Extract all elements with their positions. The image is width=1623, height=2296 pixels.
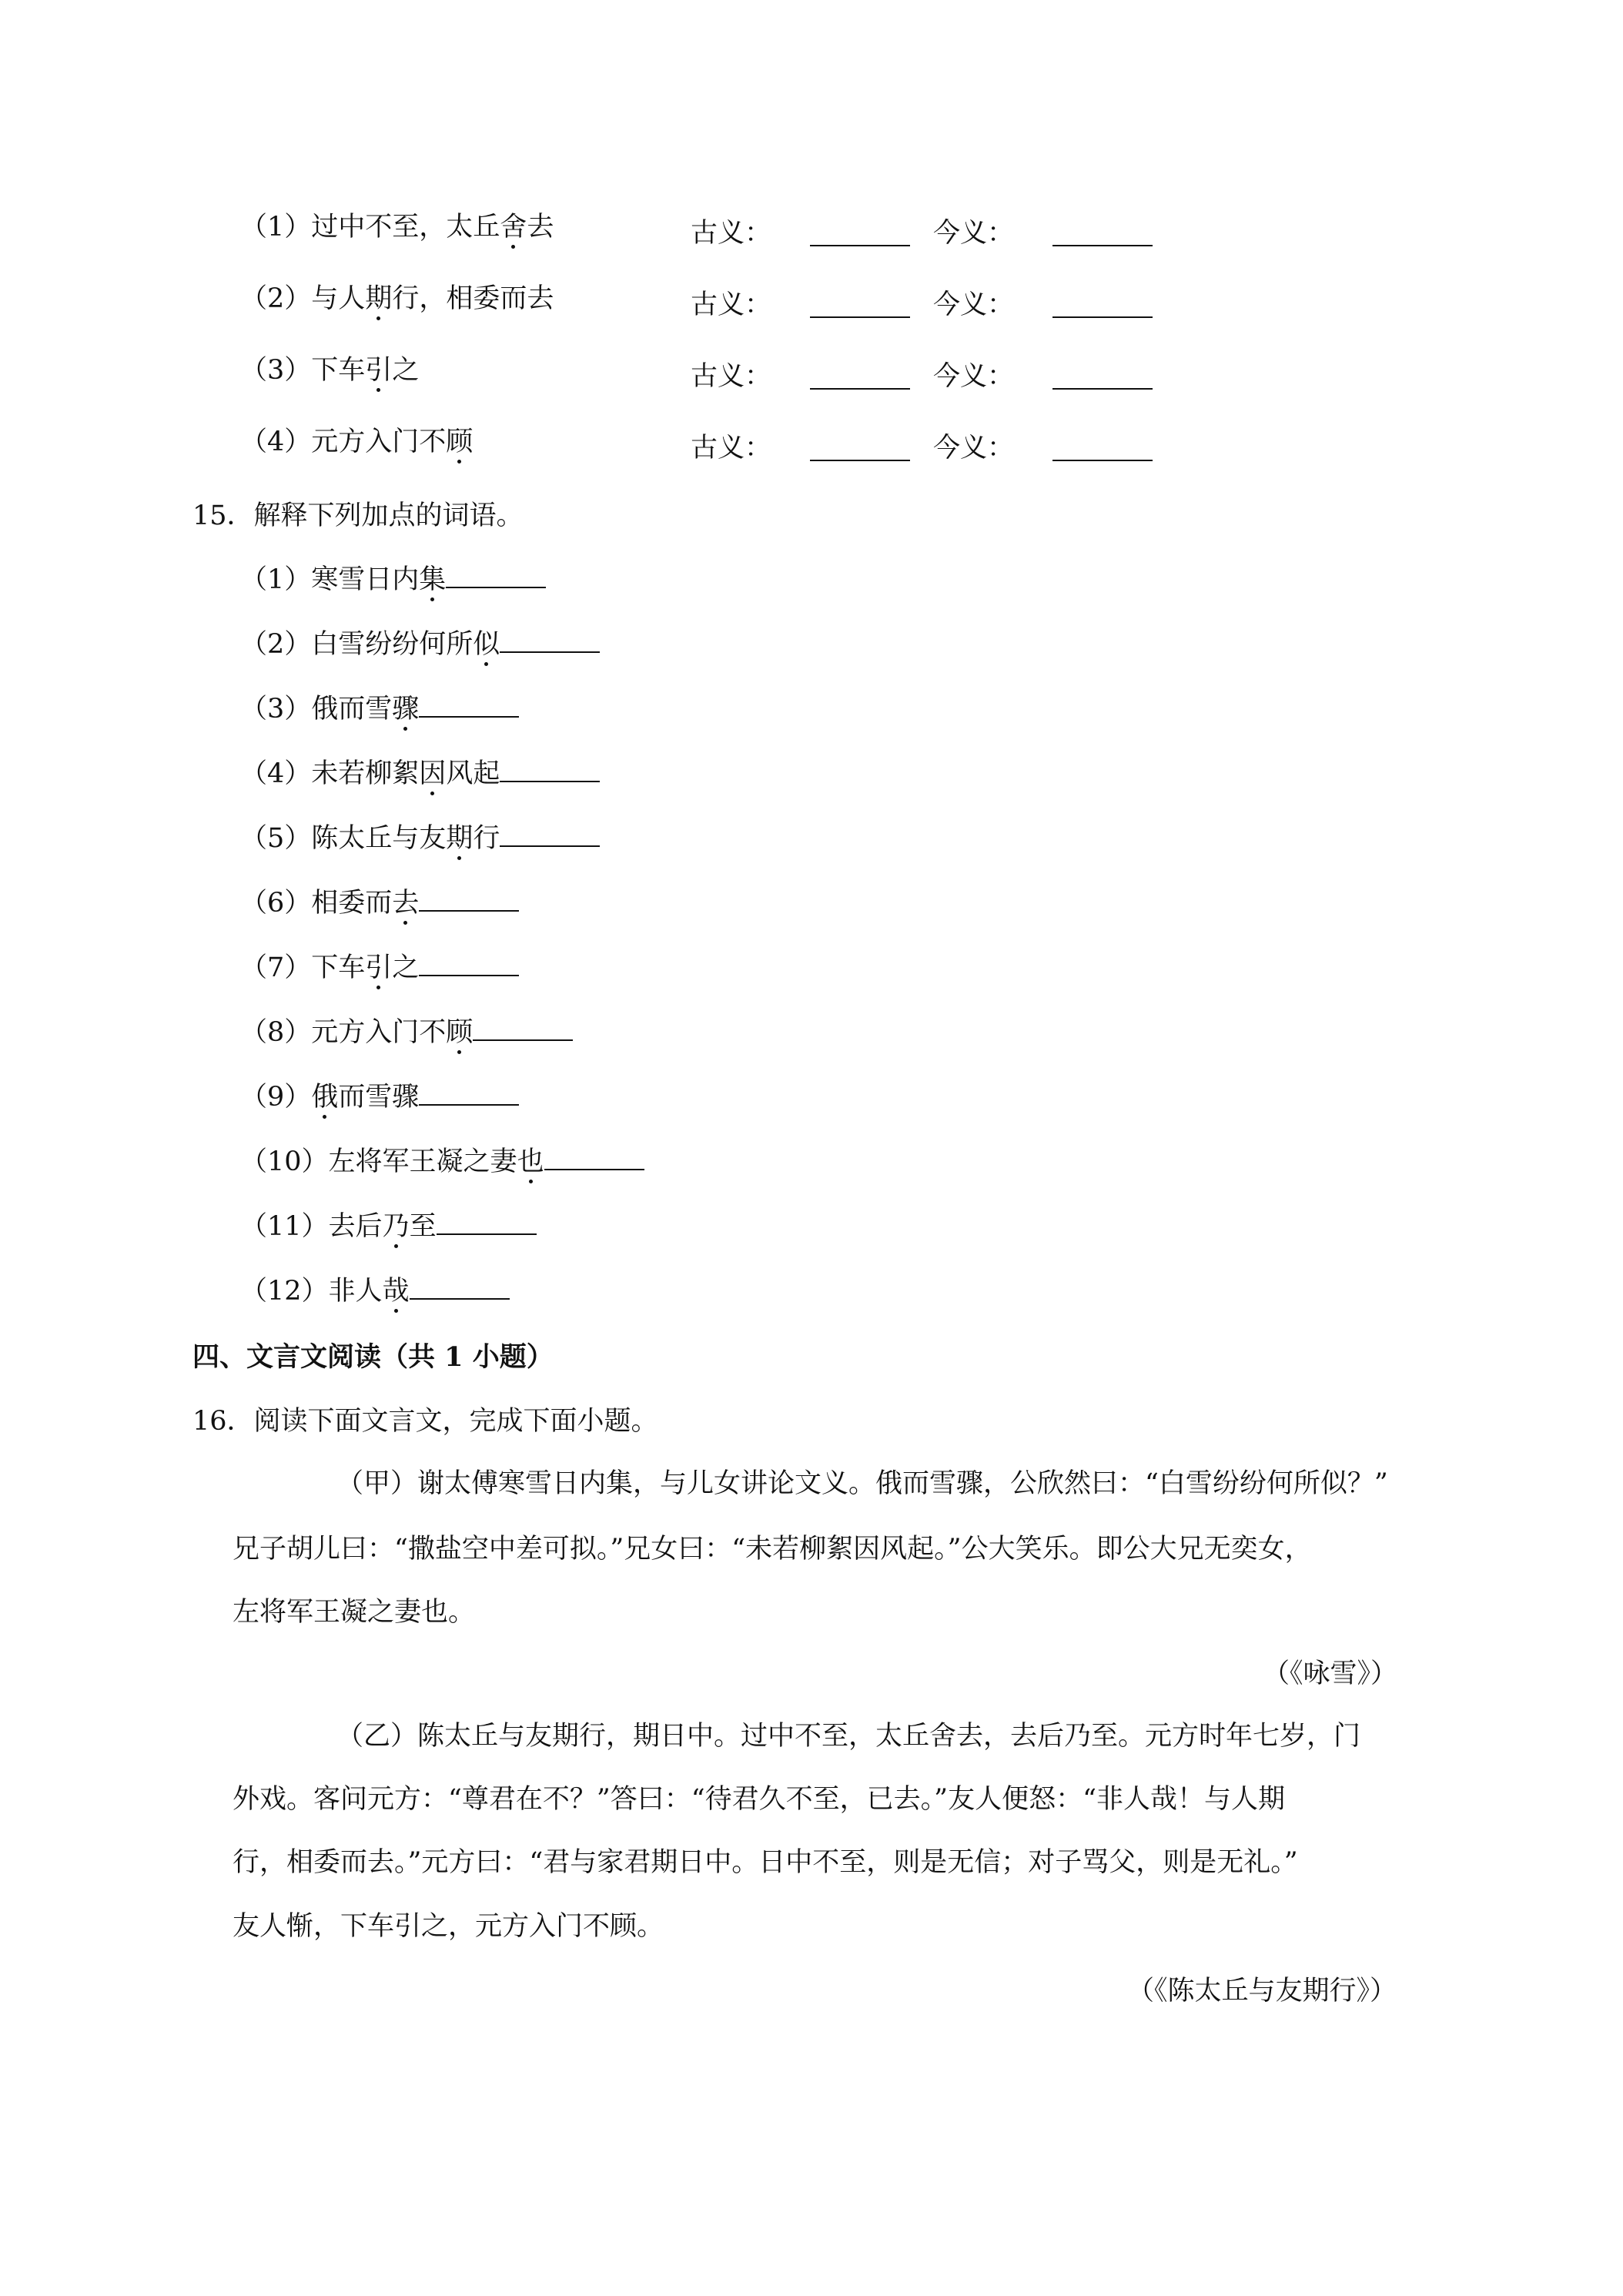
jia-line-2: 兄子胡儿曰：“撒盐空中差可拟。”兄女曰：“未若柳絮因风起。”公大笑乐。即公大兄无奕女， [233,1534,1312,1565]
q14-jin-blank-3[interactable] [1052,362,1153,390]
q15-item-3: （3）俄而雪骤 [240,691,519,727]
q15-item-4: （4）未若柳絮因风起 [240,756,600,792]
q15-blank-12[interactable] [410,1275,510,1300]
q16-title: 16．阅读下面文言文，完成下面小题。 [192,1406,658,1437]
q14-item-1-text: （1）过中不至，太丘舍去 [240,212,554,243]
yi-line-4: 友人惭，下车引之，元方入门不顾。 [233,1911,664,1942]
q14-gu-blank-2[interactable] [810,290,910,318]
yi-line-1: （乙）陈太丘与友期行，期日中。过中不至，太丘舍去，去后乃至。元方时年七岁，门 [336,1721,1361,1752]
jia-source: （《咏雪》） [1263,1658,1398,1689]
q14-gu-blank-1[interactable] [810,219,910,246]
q15-blank-1[interactable] [446,564,546,588]
q14-jin-label-4: 今义： [933,433,1015,464]
q15-blank-2[interactable] [500,628,600,653]
q15-blank-5[interactable] [500,822,600,847]
q14-gu-label-1: 古义： [691,218,772,249]
q14-gu-blank-4[interactable] [810,433,910,461]
q15-blank-10[interactable] [544,1146,644,1170]
q15-blank-6[interactable] [419,887,519,912]
q15-item-11: （11）去后乃至 [240,1209,537,1244]
section-heading: 四、文言文阅读（共 1 小题） [192,1341,554,1373]
q14-jin-blank-4[interactable] [1052,433,1153,461]
q15-item-12: （12）非人哉 [240,1274,510,1309]
q15-item-2: （2）白雪纷纷何所似 [240,627,600,662]
yi-line-3: 行，相委而去。”元方曰：“君与家君期日中。日中不至，则是无信；对子骂父，则是无礼。” [233,1847,1298,1878]
q15-item-7: （7）下车引之 [240,950,519,986]
q15-blank-3[interactable] [419,693,519,718]
q14-jin-blank-1[interactable] [1052,219,1153,246]
jia-line-1: （甲）谢太傅寒雪日内集，与儿女讲论文义。俄而雪骤，公欣然曰：“白雪纷纷何所似？” [336,1468,1388,1499]
q15-item-10: （10）左将军王凝之妻也 [240,1144,644,1180]
jia-line-3: 左将军王凝之妻也。 [233,1597,476,1628]
q15-item-6: （6）相委而去 [240,885,519,921]
q15-blank-7[interactable] [419,952,519,976]
q14-item-3-text: （3）下车引之 [240,355,420,386]
q15-blank-8[interactable] [473,1016,573,1041]
q15-item-1: （1）寒雪日内集 [240,562,546,597]
q14-gu-label-3: 古义： [691,361,772,392]
q14-gu-blank-3[interactable] [810,362,910,390]
q14-gu-label-2: 古义： [691,290,772,320]
yi-source: （《陈太丘与友期行》） [1127,1976,1397,2006]
q14-jin-label-2: 今义： [933,290,1015,320]
q15-blank-9[interactable] [419,1081,519,1106]
yi-line-2: 外戏。客问元方：“尊君在不？”答曰：“待君久不至，已去。”友人便怒：“非人哉！与人期 [233,1784,1285,1815]
q14-gu-label-4: 古义： [691,433,772,464]
q14-jin-blank-2[interactable] [1052,290,1153,318]
q14-jin-label-3: 今义： [933,361,1015,392]
q14-item-4-text: （4）元方入门不顾 [240,427,474,457]
q15-blank-11[interactable] [437,1210,537,1235]
q15-item-5: （5）陈太丘与友期行 [240,821,600,856]
q15-blank-4[interactable] [500,758,600,782]
q14-item-2-text: （2）与人期行，相委而去 [240,283,554,314]
q15-title: 15．解释下列加点的词语。 [192,500,524,531]
q15-item-8: （8）元方入门不顾 [240,1015,573,1050]
q15-item-9: （9）俄而雪骤 [240,1079,519,1115]
q14-jin-label-1: 今义： [933,218,1015,249]
